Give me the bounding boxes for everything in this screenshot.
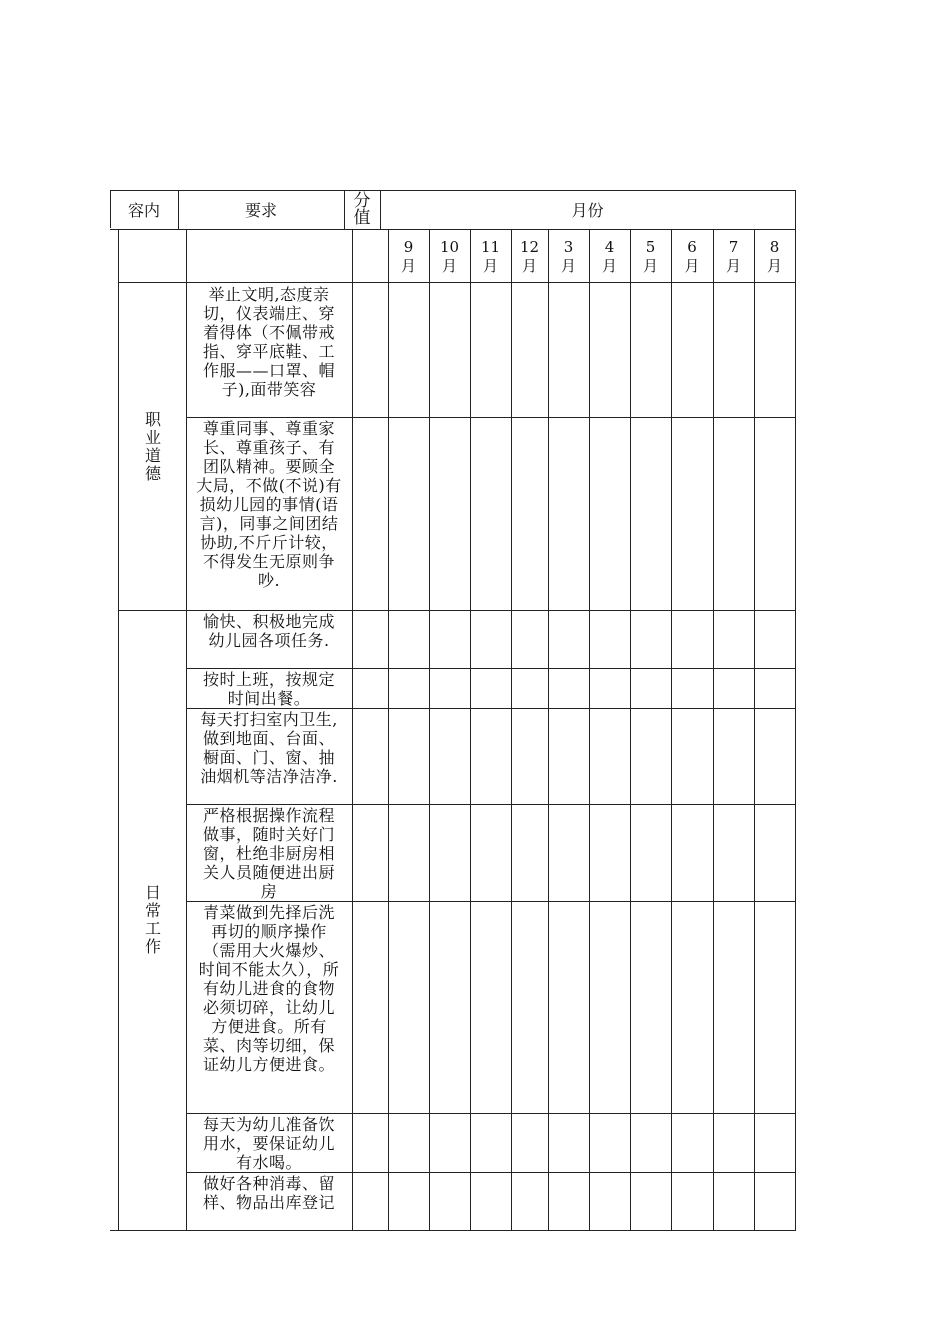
header-score: 分 值 [353, 191, 371, 228]
month-column-line [754, 229, 755, 1231]
table-border [380, 229, 796, 230]
row-divider [186, 708, 796, 709]
table-border [110, 1230, 796, 1231]
month-column-line [630, 229, 631, 1231]
category-daily-work: 日常工作 [142, 884, 162, 956]
header-month: 月份 [571, 200, 604, 220]
month-10: 10 月 [439, 237, 460, 275]
month-column-line [470, 229, 471, 1231]
table-border [388, 229, 389, 1231]
requirement-text: 严格根据操作流程做事，随时关好门窗，杜绝非厨房相关人员随便进出厨房 [202, 806, 335, 901]
month-column-line [713, 229, 714, 1231]
month-5: 5 月 [642, 237, 658, 275]
table-border [118, 229, 119, 1231]
month-8: 8 月 [766, 237, 782, 275]
requirement-text: 尊重同事、尊重家长、尊重孩子、有团队精神。要顾全大局，不做(不说)有损幼儿园的事情(语言)，同事之间团结协助,不斤斤计较，不得发生无原则争吵. [196, 419, 342, 590]
month-6: 6 月 [684, 237, 700, 275]
month-12: 12 月 [519, 237, 540, 275]
requirement-text: 举止文明,态度亲切，仪表端庄、穿着得体（不佩带戒指、穿平底鞋、工作服——口罩、帽子),面带笑容 [202, 285, 335, 399]
requirement-text: 青菜做到先择后洗再切的顺序操作（需用大火爆炒、时间不能太久），所有幼儿进食的食物必须切碎，让幼儿方便进食。所有菜、肉等切细，保证幼儿方便进食。 [198, 903, 340, 1074]
month-column-line [429, 229, 430, 1231]
month-column-line [589, 229, 590, 1231]
row-divider [186, 1172, 796, 1173]
table-border [110, 190, 111, 228]
row-divider [186, 668, 796, 669]
table-border [344, 190, 345, 229]
table-border [110, 190, 796, 191]
row-divider [186, 901, 796, 902]
requirement-text: 每天为幼儿准备饮用水，要保证幼儿有水喝。 [202, 1115, 335, 1172]
month-column-line [511, 229, 512, 1231]
requirement-text: 做好各种消毒、留样、物品出库登记 [202, 1174, 335, 1212]
month-column-line [548, 229, 549, 1231]
row-divider [118, 610, 796, 611]
table-border [352, 229, 353, 1231]
requirement-text: 愉快、积极地完成幼儿园各项任务. [202, 612, 335, 650]
table-border [178, 190, 179, 229]
month-column-line [671, 229, 672, 1231]
month-4: 4 月 [601, 237, 617, 275]
header-requirement: 要求 [244, 200, 277, 220]
month-3: 3 月 [560, 237, 576, 275]
table-border [110, 229, 380, 230]
row-divider [186, 1113, 796, 1114]
table-border [118, 282, 796, 283]
table-border [380, 190, 381, 230]
requirement-text: 每天打扫室内卫生,做到地面、台面、橱面、门、窗、抽油烟机等洁净洁净. [200, 710, 338, 786]
row-divider [186, 417, 796, 418]
month-7: 7 月 [725, 237, 741, 275]
month-9: 9 月 [400, 237, 416, 275]
category-ethics: 职业道德 [142, 410, 162, 483]
table-border [795, 190, 796, 1231]
row-divider [186, 804, 796, 805]
requirement-text: 按时上班，按规定时间出餐。 [202, 670, 335, 708]
month-11: 11 月 [480, 237, 501, 275]
header-content: 容内 [127, 200, 160, 220]
table-border [186, 229, 187, 1231]
